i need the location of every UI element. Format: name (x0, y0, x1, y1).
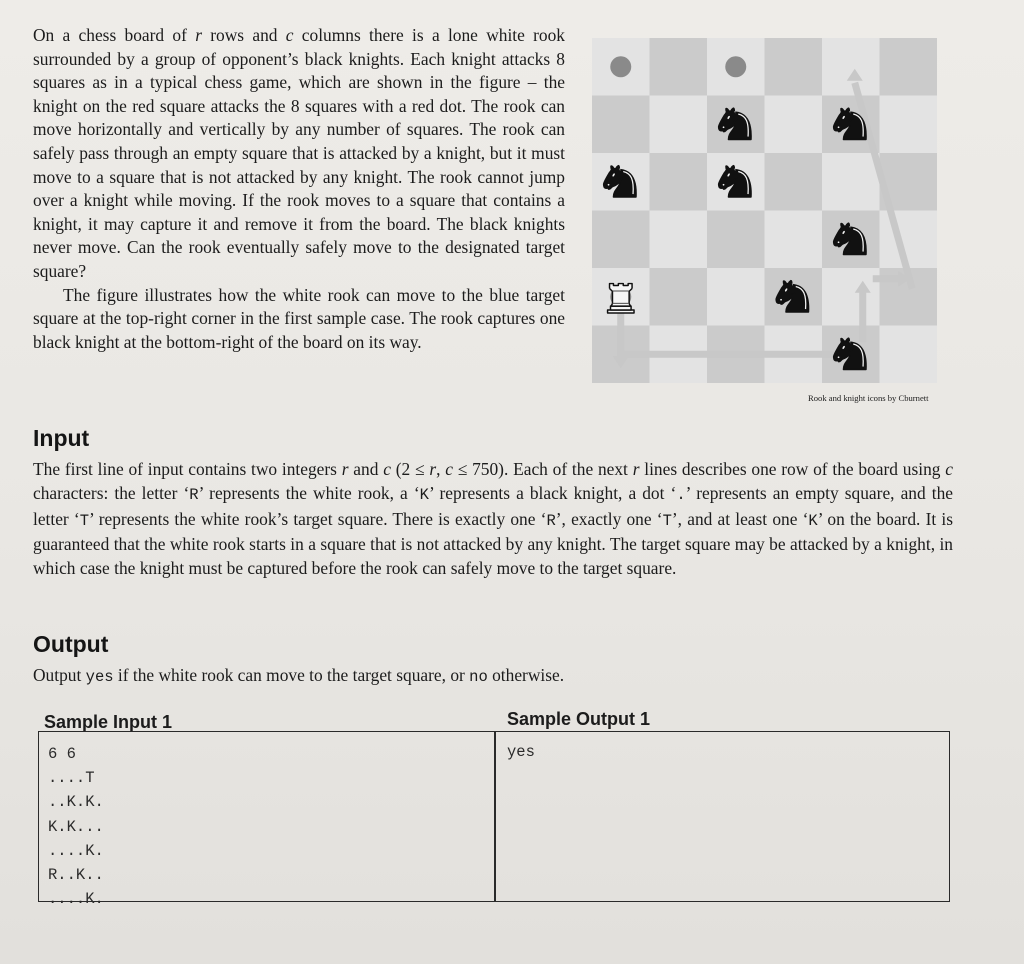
chess-board (592, 38, 937, 383)
board-square (822, 268, 880, 326)
board-square (650, 211, 708, 269)
sample-input-block (48, 742, 104, 911)
inline-code: R (189, 485, 199, 504)
inline-code: R (546, 511, 556, 530)
sample-line: K.K... (48, 817, 104, 836)
board-square (880, 96, 938, 154)
math-variable: c (285, 25, 294, 45)
math-variable: c (945, 459, 953, 479)
input-description: The first line of input contains two integers r and c (2 ≤ r, c ≤ 750). Each of the next r lines describes one row of the board using c characters: the letter ‘R’ represents the white rook, a ‘K’ represents a black knight, a dot ‘.’ represents an empty square, and the letter ‘T’ represents the white rook’s target square. There is exactly one ‘R’, exactly one ‘T’, and at least one ‘K’ on the board. It is guaranteed that the white rook starts in a square that is not attacked by any knight. The target square may be attacked by a knight, in which case the knight must be captured before the rook can safely move to the target square. (33, 459, 954, 579)
statement-paragraph-1: On a chess board of r rows and c columns there is a lone white rook surrounded by a group of opponent’s black knights. Each knight attacks 8 squares as in a typical chess game, which are shown in the figure – the knight on the red square attacks the 8 squares with a red dot. The rook can move horizontally and vertically by any number of squares. The rook can safely pass through an empty square that is attacked by a knight, but it must move to a square that is not attacked by any knight. The rook cannot jump over a knight while moving. If the rook moves to a square that contains a knight, it may capture it and remove it from the board. The black knights never move. Can the rook eventually safely move to the designated target square? (33, 25, 565, 281)
board-square (765, 38, 823, 96)
statement-paragraph-2: The figure illustrates how the white rook can move to the blue target square at the top-right corner in the first sample case. The rook captures one black knight at the bottom-right of the board on its way. (33, 284, 565, 352)
board-square (707, 211, 765, 269)
sample-line: yes (507, 743, 535, 761)
board-square (880, 211, 938, 269)
sample-divider (494, 731, 496, 902)
sample-line: ....T (48, 769, 95, 788)
board-square (707, 268, 765, 326)
sample-line: ....K. (48, 890, 104, 909)
output-description: Output yes if the white rook can move to the target square, or no otherwise. (33, 665, 565, 686)
sample-line: 6 6 (48, 745, 76, 763)
output-heading: Output (33, 631, 109, 657)
math-variable: r (429, 459, 437, 479)
sample-line: ..K.K. (48, 793, 104, 812)
attacked-square-dot (610, 56, 631, 77)
sample-output-heading: Sample Output 1 (507, 709, 651, 729)
board-square (650, 96, 708, 154)
board-square (765, 96, 823, 154)
board-square (592, 211, 650, 269)
sample-line: ....K. (48, 841, 104, 860)
board-square (765, 211, 823, 269)
inline-code: T (79, 511, 90, 530)
inline-code: . (676, 485, 686, 504)
board-square (822, 153, 880, 211)
sample-input-heading: Sample Input 1 (44, 712, 173, 732)
math-variable: r (632, 459, 640, 479)
icon-credit: Rook and knight icons by Cburnett (808, 393, 929, 403)
sample-line: R..K.. (48, 866, 104, 885)
board-square (592, 96, 650, 154)
math-variable: c (445, 459, 453, 479)
board-square (880, 326, 938, 384)
board-square (650, 153, 708, 211)
math-variable: c (383, 459, 391, 479)
board-square (765, 153, 823, 211)
inline-code: T (662, 511, 672, 530)
board-square (880, 38, 938, 96)
math-variable: r (341, 459, 349, 479)
problem-statement (33, 24, 565, 354)
board-square (650, 268, 708, 326)
inline-code: K (419, 485, 429, 504)
attacked-square-dot (725, 56, 746, 77)
inline-code: no (469, 668, 488, 686)
input-heading: Input (33, 425, 90, 451)
sample-output-block (507, 740, 535, 764)
inline-code: K (808, 511, 818, 530)
chess-figure (592, 38, 937, 383)
board-square (650, 38, 708, 96)
math-variable: r (195, 25, 202, 45)
board-square (822, 38, 880, 96)
inline-code: yes (85, 668, 114, 686)
